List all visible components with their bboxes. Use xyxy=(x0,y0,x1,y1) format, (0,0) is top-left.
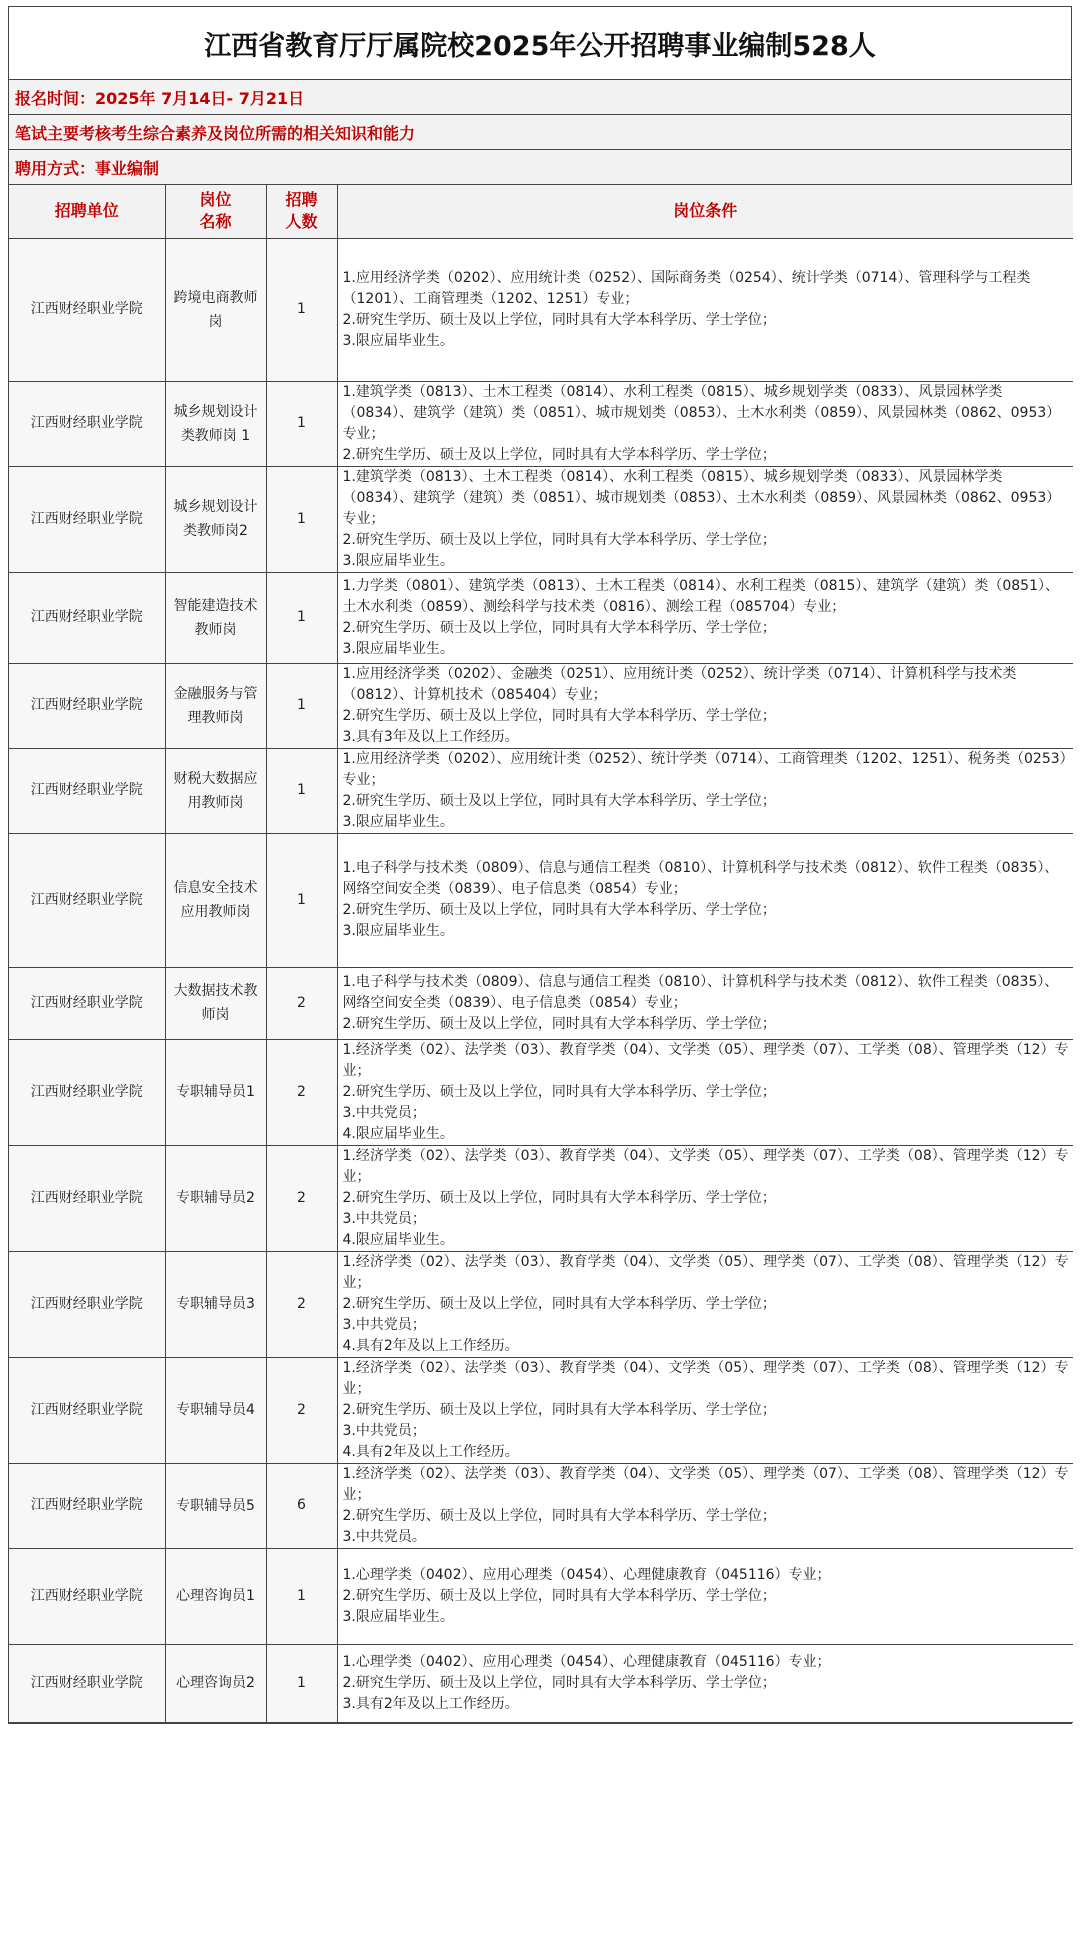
cell-position: 专职辅导员5 xyxy=(165,1463,266,1548)
table-row xyxy=(9,466,1073,572)
condition-line: 1.经济学类（02）、法学类（03）、教育学类（04）、文学类（05）、理学类（07）、工学类（08）、管理学类（12）专业； xyxy=(342,1041,1069,1079)
condition-line: 1.应用经济学类（0202）、应用统计类（0252）、国际商务类（0254）、统计学类（0714）、管理科学与工程类（1201）、工商管理类（1202、1251）专业； xyxy=(342,269,1031,307)
cell-count: 1 xyxy=(266,238,337,381)
cell-conditions xyxy=(337,572,1073,663)
cell-position: 专职辅导员1 xyxy=(165,1039,266,1145)
cell-count: 1 xyxy=(266,572,337,663)
condition-line: 1.电子科学与技术类（0809）、信息与通信工程类（0810）、计算机科学与技术类（0812）、软件工程类（0835）、网络空间安全类（0839）、电子信息类（0854）专业； xyxy=(342,973,1059,1011)
condition-line: 3.中共党员； xyxy=(342,1422,426,1439)
condition-line: 2.研究生学历、硕士及以上学位，同时具有大学本科学历、学士学位； xyxy=(342,1401,776,1418)
condition-line: 3.具有3年及以上工作经历。 xyxy=(342,728,519,745)
table-row xyxy=(9,1644,1073,1722)
condition-line: 3.限应届毕业生。 xyxy=(342,552,454,569)
cell-unit: 江西财经职业学院 xyxy=(9,572,165,663)
cell-count: 1 xyxy=(266,833,337,967)
cell-unit: 江西财经职业学院 xyxy=(9,748,165,833)
table-row xyxy=(9,967,1073,1039)
cell-position: 专职辅导员4 xyxy=(165,1357,266,1463)
cell-unit: 江西财经职业学院 xyxy=(9,663,165,748)
table-body xyxy=(9,238,1073,1722)
condition-line: 1.经济学类（02）、法学类（03）、教育学类（04）、文学类（05）、理学类（07）、工学类（08）、管理学类（12）专业； xyxy=(342,1253,1069,1291)
condition-line: 2.研究生学历、硕士及以上学位，同时具有大学本科学历、学士学位； xyxy=(342,1083,776,1100)
cell-count: 2 xyxy=(266,967,337,1039)
cell-conditions xyxy=(337,1644,1073,1722)
condition-line: 1.经济学类（02）、法学类（03）、教育学类（04）、文学类（05）、理学类（07）、工学类（08）、管理学类（12）专业； xyxy=(342,1465,1069,1503)
condition-line: 3.限应届毕业生。 xyxy=(342,813,454,830)
condition-line: 2.研究生学历、硕士及以上学位，同时具有大学本科学历、学士学位； xyxy=(342,902,776,918)
cell-position: 心理咨询员2 xyxy=(165,1644,266,1722)
table-row xyxy=(9,1039,1073,1145)
cell-position: 大数据技术教师岗 xyxy=(165,967,266,1039)
condition-line: 1.经济学类（02）、法学类（03）、教育学类（04）、文学类（05）、理学类（07）、工学类（08）、管理学类（12）专业； xyxy=(342,1147,1069,1185)
table-row xyxy=(9,381,1073,466)
condition-line: 3.中共党员； xyxy=(342,1210,426,1227)
cell-unit: 江西财经职业学院 xyxy=(9,381,165,466)
condition-line: 2.研究生学历、硕士及以上学位，同时具有大学本科学历、学士学位； xyxy=(342,531,776,548)
condition-line: 1.建筑学类（0813）、土木工程类（0814）、水利工程类（0815）、城乡规划学类（0833）、风景园林学类（0834）、建筑学（建筑）类（0851）、城市规划类（0853）、土木水利类（0859）、风景园林类（0862、0953）专业； xyxy=(342,383,1061,442)
cell-unit: 江西财经职业学院 xyxy=(9,833,165,967)
page-title: 江西省教育厅厅属院校2025年公开招聘事业编制528人 xyxy=(9,7,1071,80)
table-row xyxy=(9,1463,1073,1548)
table-row xyxy=(9,833,1073,967)
table-row xyxy=(9,663,1073,748)
condition-line: 1.力学类（0801）、建筑学类（0813）、土木工程类（0814）、水利工程类（0815）、建筑学（建筑）类（0851）、土木水利类（0859）、测绘科学与技术类（0816）、测绘工程（085704）专业； xyxy=(342,577,1059,615)
condition-line: 3.限应届毕业生。 xyxy=(342,332,454,349)
cell-unit: 江西财经职业学院 xyxy=(9,1463,165,1548)
cell-count: 2 xyxy=(266,1357,337,1463)
condition-line: 2.研究生学历、硕士及以上学位，同时具有大学本科学历、学士学位； xyxy=(342,619,776,636)
condition-line: 3.具有2年及以上工作经历。 xyxy=(342,1695,519,1712)
condition-line: 2.研究生学历、硕士及以上学位，同时具有大学本科学历、学士学位； xyxy=(342,1189,776,1206)
cell-position: 信息安全技术应用教师岗 xyxy=(165,833,266,967)
cell-unit: 江西财经职业学院 xyxy=(9,1251,165,1357)
header-count: 招聘 人数 xyxy=(266,185,337,238)
table-row xyxy=(9,572,1073,663)
condition-line: 2.研究生学历、硕士及以上学位，同时具有大学本科学历、学士学位； xyxy=(342,1015,776,1032)
cell-conditions xyxy=(337,833,1073,967)
cell-position: 专职辅导员3 xyxy=(165,1251,266,1357)
condition-line: 1.应用经济学类（0202）、应用统计类（0252）、统计学类（0714）、工商管理类（1202、1251）、税务类（0253）专业； xyxy=(342,750,1067,788)
table-row xyxy=(9,748,1073,833)
cell-unit: 江西财经职业学院 xyxy=(9,1548,165,1644)
condition-line: 2.研究生学历、硕士及以上学位，同时具有大学本科学历、学士学位； xyxy=(342,311,776,328)
cell-position: 智能建造技术教师岗 xyxy=(165,572,266,663)
cell-position: 专职辅导员2 xyxy=(165,1145,266,1251)
condition-line: 2.研究生学历、硕士及以上学位，同时具有大学本科学历、学士学位； xyxy=(342,1587,776,1604)
cell-position: 心理咨询员1 xyxy=(165,1548,266,1644)
cell-unit: 江西财经职业学院 xyxy=(9,1039,165,1145)
cell-count: 2 xyxy=(266,1145,337,1251)
cell-count: 1 xyxy=(266,1548,337,1644)
condition-line: 2.研究生学历、硕士及以上学位，同时具有大学本科学历、学士学位； xyxy=(342,707,776,724)
condition-line: 1.经济学类（02）、法学类（03）、教育学类（04）、文学类（05）、理学类（07）、工学类（08）、管理学类（12）专业； xyxy=(342,1359,1069,1397)
exam-note: 笔试主要考核考生综合素养及岗位所需的相关知识和能力 xyxy=(9,115,1071,150)
condition-line: 4.限应届毕业生。 xyxy=(342,1125,454,1142)
cell-unit: 江西财经职业学院 xyxy=(9,238,165,381)
cell-conditions xyxy=(337,1145,1073,1251)
cell-unit: 江西财经职业学院 xyxy=(9,466,165,572)
table-row xyxy=(9,1548,1073,1644)
cell-conditions xyxy=(337,381,1073,466)
condition-line: 3.中共党员； xyxy=(342,1104,426,1121)
condition-line: 3.限应届毕业生。 xyxy=(342,923,454,939)
cell-conditions xyxy=(337,748,1073,833)
cell-conditions xyxy=(337,1357,1073,1463)
table-row xyxy=(9,1357,1073,1463)
cell-conditions xyxy=(337,1463,1073,1548)
cell-unit: 江西财经职业学院 xyxy=(9,1145,165,1251)
condition-line: 1.建筑学类（0813）、土木工程类（0814）、水利工程类（0815）、城乡规划学类（0833）、风景园林学类（0834）、建筑学（建筑）类（0851）、城市规划类（0853）、土木水利类（0859）、风景园林类（0862、0953）专业； xyxy=(342,468,1061,527)
cell-unit: 江西财经职业学院 xyxy=(9,1357,165,1463)
employment-type: 聘用方式：事业编制 xyxy=(9,150,1071,185)
condition-line: 2.研究生学历、硕士及以上学位，同时具有大学本科学历、学士学位； xyxy=(342,1674,776,1691)
cell-count: 1 xyxy=(266,748,337,833)
cell-conditions xyxy=(337,1548,1073,1644)
cell-count: 2 xyxy=(266,1039,337,1145)
condition-line: 3.限应届毕业生。 xyxy=(342,640,454,657)
cell-count: 1 xyxy=(266,663,337,748)
condition-line: 2.研究生学历、硕士及以上学位，同时具有大学本科学历、学士学位； xyxy=(342,446,776,463)
cell-count: 6 xyxy=(266,1463,337,1548)
cell-unit: 江西财经职业学院 xyxy=(9,967,165,1039)
cell-count: 1 xyxy=(266,1644,337,1722)
table-header-row xyxy=(9,185,1073,238)
cell-conditions xyxy=(337,1039,1073,1145)
registration-time: 报名时间：2025年 7月14日- 7月21日 xyxy=(9,80,1071,115)
condition-line: 2.研究生学历、硕士及以上学位，同时具有大学本科学历、学士学位； xyxy=(342,792,776,809)
cell-position: 财税大数据应用教师岗 xyxy=(165,748,266,833)
condition-line: 1.心理学类（0402）、应用心理类（0454）、心理健康教育（045116）专业； xyxy=(342,1566,831,1583)
condition-line: 2.研究生学历、硕士及以上学位，同时具有大学本科学历、学士学位； xyxy=(342,1295,776,1312)
condition-line: 4.具有2年及以上工作经历。 xyxy=(342,1337,519,1354)
cell-conditions xyxy=(337,238,1073,381)
cell-conditions xyxy=(337,1251,1073,1357)
cell-position: 金融服务与管理教师岗 xyxy=(165,663,266,748)
recruitment-sheet xyxy=(8,6,1072,1724)
cell-unit: 江西财经职业学院 xyxy=(9,1644,165,1722)
cell-position: 城乡规划设计类教师岗 1 xyxy=(165,381,266,466)
cell-conditions xyxy=(337,967,1073,1039)
condition-line: 4.具有2年及以上工作经历。 xyxy=(342,1443,519,1460)
header-conditions: 岗位条件 xyxy=(337,185,1073,238)
condition-line: 3.中共党员。 xyxy=(342,1528,426,1545)
header-unit: 招聘单位 xyxy=(9,185,165,238)
cell-conditions xyxy=(337,663,1073,748)
cell-count: 1 xyxy=(266,381,337,466)
cell-conditions xyxy=(337,466,1073,572)
condition-line: 3.限应届毕业生。 xyxy=(342,1608,454,1625)
cell-count: 1 xyxy=(266,466,337,572)
condition-line: 2.研究生学历、硕士及以上学位，同时具有大学本科学历、学士学位； xyxy=(342,1507,776,1524)
cell-position: 城乡规划设计类教师岗2 xyxy=(165,466,266,572)
condition-line: 3.中共党员； xyxy=(342,1316,426,1333)
condition-line: 1.应用经济学类（0202）、金融类（0251）、应用统计类（0252）、统计学类（0714）、计算机科学与技术类（0812）、计算机技术（085404）专业； xyxy=(342,665,1017,703)
table-row xyxy=(9,1251,1073,1357)
positions-table xyxy=(9,185,1073,1723)
condition-line: 4.限应届毕业生。 xyxy=(342,1231,454,1248)
condition-line: 1.心理学类（0402）、应用心理类（0454）、心理健康教育（045116）专业； xyxy=(342,1653,831,1670)
table-row xyxy=(9,1145,1073,1251)
cell-position: 跨境电商教师岗 xyxy=(165,238,266,381)
table-row xyxy=(9,238,1073,381)
condition-line: 1.电子科学与技术类（0809）、信息与通信工程类（0810）、计算机科学与技术类（0812）、软件工程类（0835）、网络空间安全类（0839）、电子信息类（0854）专业； xyxy=(342,860,1059,897)
header-position: 岗位 名称 xyxy=(165,185,266,238)
cell-count: 2 xyxy=(266,1251,337,1357)
